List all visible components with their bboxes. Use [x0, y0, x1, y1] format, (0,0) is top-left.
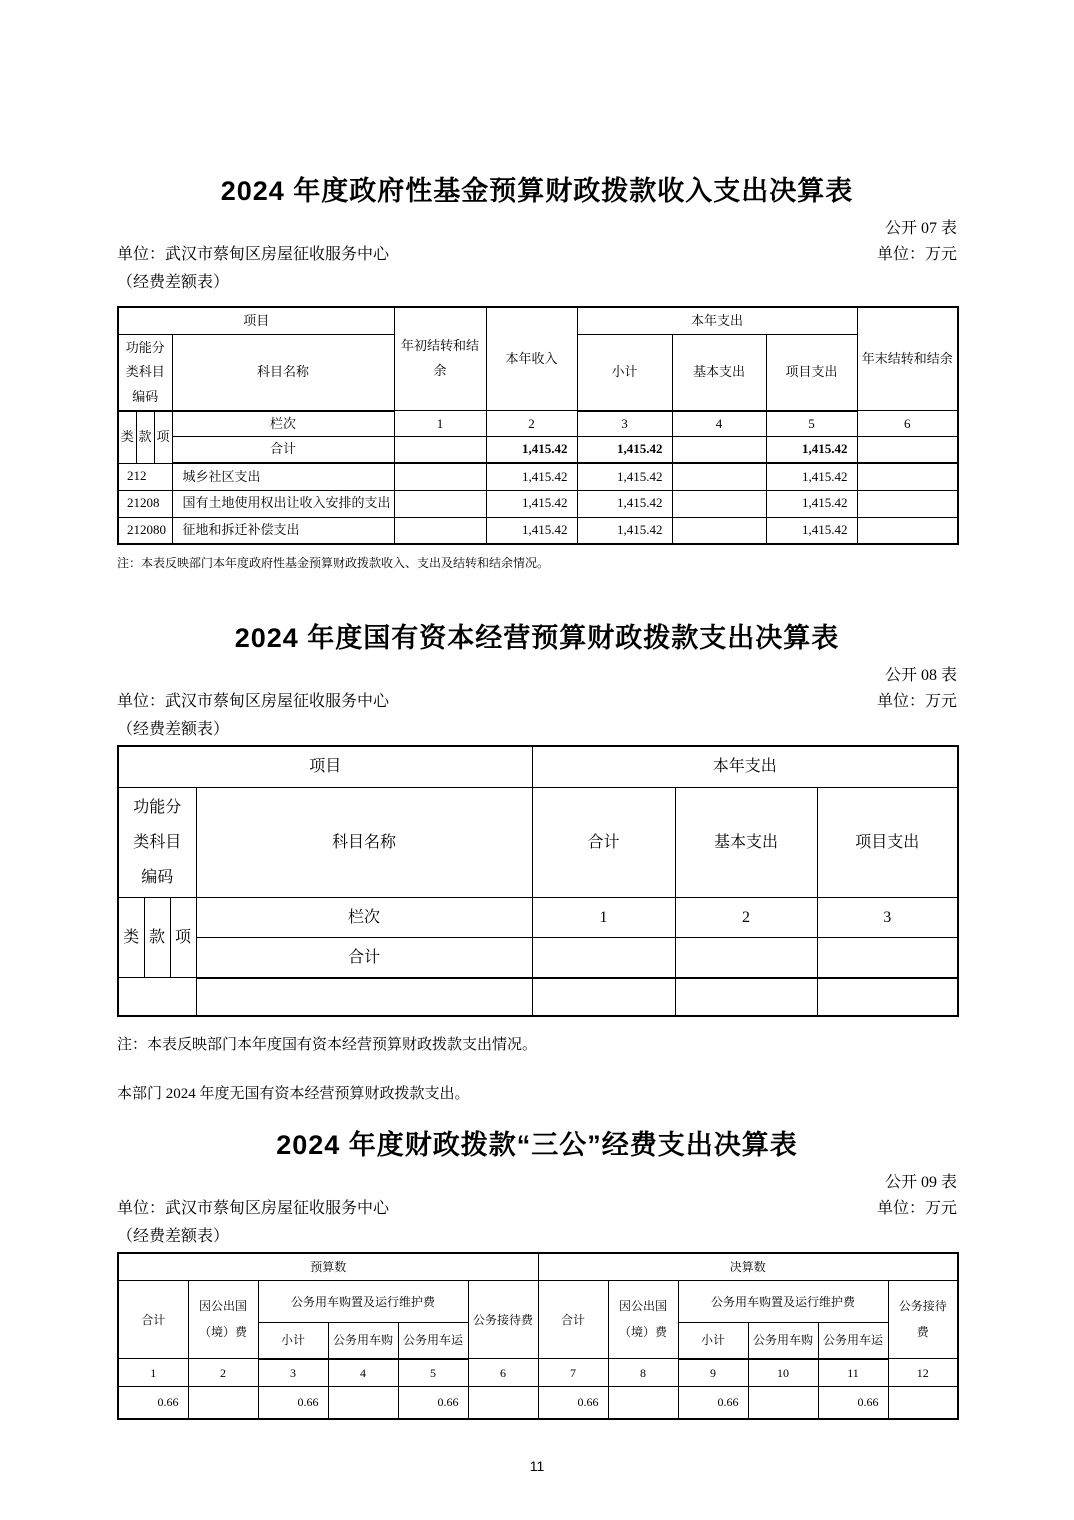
col-number: 8 [608, 1359, 678, 1387]
row-value [188, 1387, 258, 1419]
header-class: 类 [118, 898, 144, 978]
header-subtotal: 小计 [577, 335, 672, 411]
col-number: 2 [188, 1359, 258, 1387]
table07-note: 注：本表反映部门本年度政府性基金预算财政拨款收入、支出及结转和结余情况。 [117, 556, 550, 571]
header-purchase-final: 公务用车购 [748, 1323, 818, 1359]
table-row [118, 490, 958, 517]
table09-subtitle: （经费差额表） [117, 1227, 230, 1245]
header-end-balance: 年末结转和结余 [857, 307, 958, 411]
col-number: 5 [398, 1359, 468, 1387]
col-number: 3 [577, 411, 672, 437]
row-value [857, 490, 958, 517]
header-basic-expense: 基本支出 [675, 788, 817, 898]
header-project: 项目 [118, 746, 532, 788]
row-value [672, 517, 766, 544]
row-value [675, 978, 817, 1016]
row-value: 0.66 [538, 1387, 608, 1419]
table09-unit-row [117, 1199, 957, 1220]
header-subtotal-budget: 小计 [258, 1323, 328, 1359]
row-value: 1,415.42 [577, 490, 672, 517]
col-number: 6 [857, 411, 958, 437]
header-basic-expense: 基本支出 [672, 335, 766, 411]
total-value: 1,415.42 [577, 437, 672, 463]
header-project-expense: 项目支出 [817, 788, 958, 898]
table-row [118, 463, 958, 490]
col-number: 9 [678, 1359, 748, 1387]
row-value: 0.66 [258, 1387, 328, 1419]
col-number: 2 [486, 411, 577, 437]
row-value [857, 463, 958, 490]
row-value: 1,415.42 [766, 490, 857, 517]
table-09 [117, 1252, 959, 1420]
row-value: 1,415.42 [486, 517, 577, 544]
row-name: 征地和拆迁补偿支出 [172, 517, 394, 544]
header-reception-final: 公务接待费 [888, 1281, 958, 1359]
col-number: 1 [394, 411, 486, 437]
section-table-07 [117, 175, 957, 572]
table07-subtitle: （经费差额表） [117, 273, 230, 291]
row-code: 212080 [118, 517, 172, 544]
table-07 [117, 306, 959, 545]
header-operation-budget: 公务用车运 [398, 1323, 468, 1359]
header-total: 合计 [532, 788, 675, 898]
header-total-budget: 合计 [118, 1281, 188, 1359]
row-value [328, 1387, 398, 1419]
header-year-expense: 本年支出 [577, 307, 857, 335]
row-name [196, 978, 532, 1016]
table08-unit-row [117, 692, 957, 713]
header-kuan: 款 [144, 898, 170, 978]
table09-unit-money: 单位：万元 [876, 1199, 957, 1217]
col-number: 1 [118, 1359, 188, 1387]
header-class: 类 [118, 411, 136, 463]
header-vehicle-final: 公务用车购置及运行维护费 [678, 1281, 888, 1323]
row-value: 1,415.42 [577, 517, 672, 544]
total-value [817, 938, 958, 978]
header-func-code: 功能分类科目编码 [118, 335, 172, 411]
total-value [672, 437, 766, 463]
row-value [394, 517, 486, 544]
row-name: 国有土地使用权出让收入安排的支出 [172, 490, 394, 517]
total-value [532, 938, 675, 978]
table07-unit-org: 单位：武汉市蔡甸区房屋征收服务中心 [117, 246, 390, 264]
row-value: 0.66 [818, 1387, 888, 1419]
row-value [468, 1387, 538, 1419]
header-year-income: 本年收入 [486, 307, 577, 411]
row-code [118, 978, 196, 1016]
row-value [394, 490, 486, 517]
table07-unit-row [117, 245, 957, 266]
table07-title: 2024 年度政府性基金预算财政拨款收入支出决算表 [220, 176, 854, 206]
row-value [817, 978, 958, 1016]
table-row [118, 1387, 958, 1419]
col-number: 5 [766, 411, 857, 437]
table09-title: 2024 年度财政拨款“三公”经费支出决算表 [276, 1129, 798, 1160]
col-number: 10 [748, 1359, 818, 1387]
header-subject-name: 科目名称 [196, 788, 532, 898]
col-number: 1 [532, 898, 675, 938]
row-value: 1,415.42 [577, 463, 672, 490]
row-value [888, 1387, 958, 1419]
total-value [675, 938, 817, 978]
header-subtotal-final: 小计 [678, 1323, 748, 1359]
table08-subtitle: （经费差额表） [117, 720, 230, 738]
row-value: 0.66 [678, 1387, 748, 1419]
table07-public-label: 公开 07 表 [884, 220, 957, 238]
header-subject-name: 科目名称 [172, 335, 394, 411]
section-table-09 [117, 1129, 957, 1420]
section-table-08 [117, 622, 957, 1105]
table08-unit-money: 单位：万元 [876, 693, 957, 711]
header-project: 项目 [118, 307, 394, 335]
col-number: 12 [888, 1359, 958, 1387]
header-kuan: 款 [136, 411, 154, 463]
row-value: 1,415.42 [486, 490, 577, 517]
col-number: 4 [328, 1359, 398, 1387]
header-lanci: 栏次 [196, 898, 532, 938]
col-number: 3 [258, 1359, 328, 1387]
header-year-expense: 本年支出 [532, 746, 958, 788]
row-value: 1,415.42 [766, 517, 857, 544]
row-value [857, 517, 958, 544]
header-begin-balance: 年初结转和结余 [394, 307, 486, 411]
row-code: 212 [118, 463, 172, 490]
row-value [394, 463, 486, 490]
row-value [672, 463, 766, 490]
table09-unit-org: 单位：武汉市蔡甸区房屋征收服务中心 [117, 1199, 390, 1217]
table-row [118, 517, 958, 544]
table08-public-label: 公开 08 表 [884, 667, 957, 685]
header-xiang: 项 [170, 898, 196, 978]
table08-unit-org: 单位：武汉市蔡甸区房屋征收服务中心 [117, 693, 390, 711]
page-number: 11 [529, 1457, 545, 1474]
row-value: 0.66 [398, 1387, 468, 1419]
total-row-label: 合计 [172, 437, 394, 463]
header-project-expense: 项目支出 [766, 335, 857, 411]
table08-title: 2024 年度国有资本经营预算财政拨款支出决算表 [234, 622, 840, 653]
header-vehicle-budget: 公务用车购置及运行维护费 [258, 1281, 468, 1323]
total-value [394, 437, 486, 463]
table-08 [117, 745, 959, 1017]
total-value [857, 437, 958, 463]
row-value: 0.66 [118, 1387, 188, 1419]
col-number: 2 [675, 898, 817, 938]
total-row-label: 合计 [196, 938, 532, 978]
row-value: 1,415.42 [766, 463, 857, 490]
header-abroad-budget: 因公出国（境）费 [188, 1281, 258, 1359]
table07-unit-money: 单位：万元 [876, 246, 957, 264]
total-value: 1,415.42 [766, 437, 857, 463]
table09-public-label: 公开 09 表 [884, 1174, 957, 1192]
header-lanci: 栏次 [172, 411, 394, 437]
row-value [748, 1387, 818, 1419]
col-number: 4 [672, 411, 766, 437]
col-number: 6 [468, 1359, 538, 1387]
header-reception-budget: 公务接待费 [468, 1281, 538, 1359]
header-final: 决算数 [538, 1253, 958, 1281]
header-purchase-budget: 公务用车购 [328, 1323, 398, 1359]
row-value [608, 1387, 678, 1419]
header-total-final: 合计 [538, 1281, 608, 1359]
table08-extra-note: 本部门 2024 年度无国有资本经营预算财政拨款支出。 [117, 1085, 470, 1102]
col-number: 7 [538, 1359, 608, 1387]
row-value [672, 490, 766, 517]
table08-note: 注：本表反映部门本年度国有资本经营预算财政拨款支出情况。 [117, 1036, 538, 1053]
row-value [532, 978, 675, 1016]
header-xiang: 项 [154, 411, 172, 463]
table-row [118, 978, 958, 1016]
header-func-code: 功能分类科目编码 [118, 788, 196, 898]
col-number: 11 [818, 1359, 888, 1387]
header-operation-final: 公务用车运 [818, 1323, 888, 1359]
col-number: 3 [817, 898, 958, 938]
row-value: 1,415.42 [486, 463, 577, 490]
header-abroad-final: 因公出国（境）费 [608, 1281, 678, 1359]
total-value: 1,415.42 [486, 437, 577, 463]
header-budget: 预算数 [118, 1253, 538, 1281]
row-code: 21208 [118, 490, 172, 517]
row-name: 城乡社区支出 [172, 463, 394, 490]
